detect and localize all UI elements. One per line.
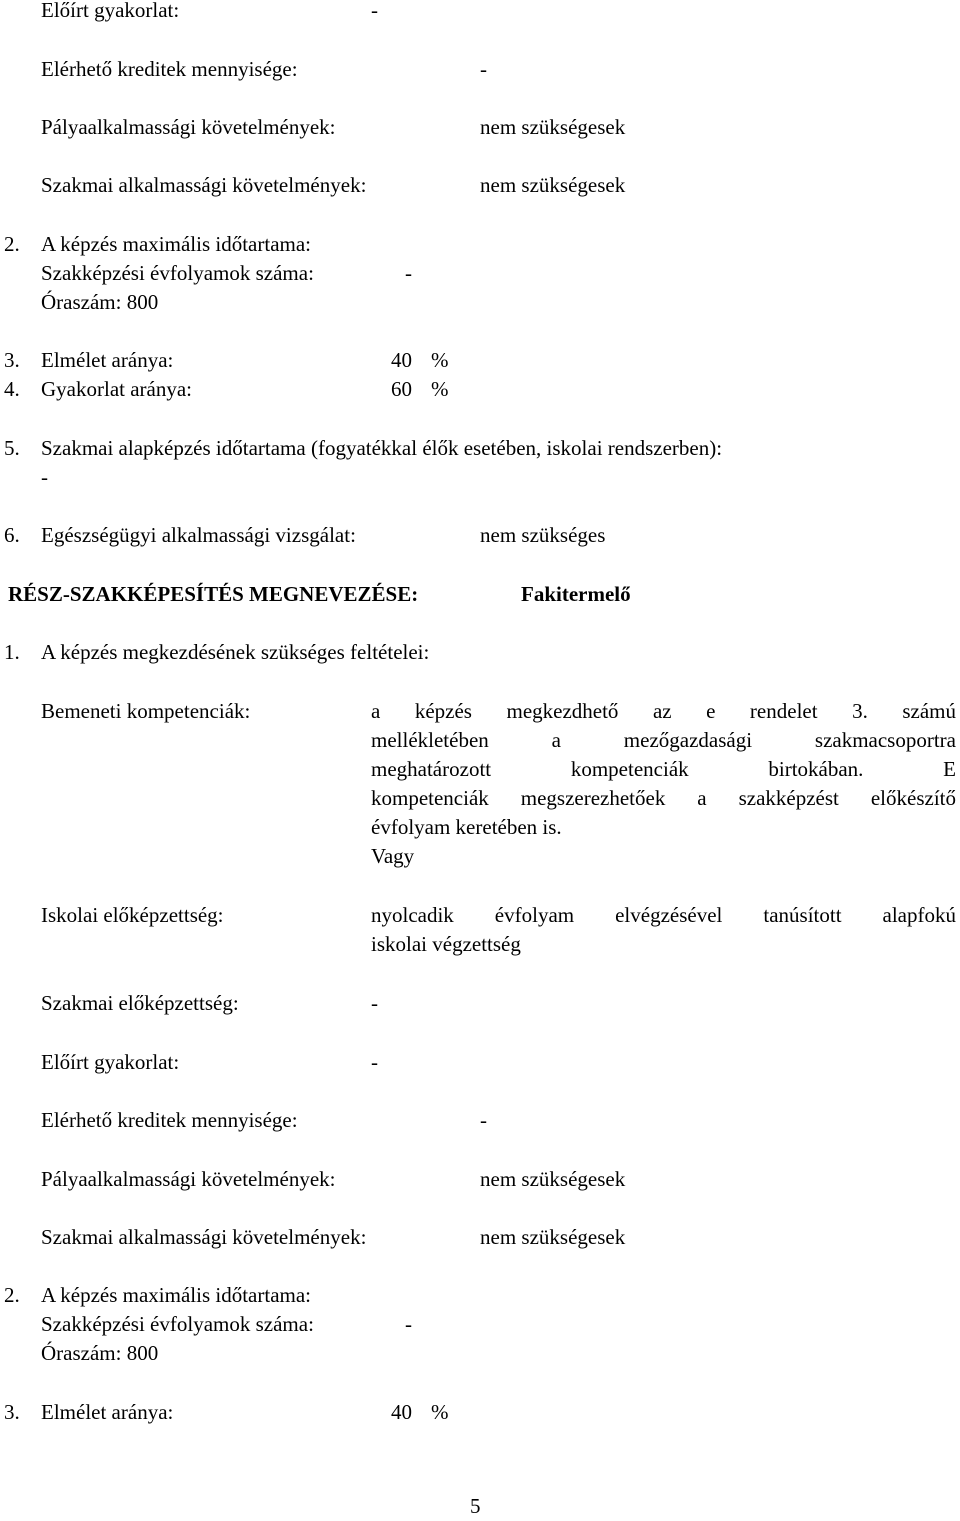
s4-number: 4. bbox=[4, 377, 20, 401]
szakmai-alk-value-2: nem szükségesek bbox=[480, 1225, 626, 1249]
s4-unit: % bbox=[431, 377, 449, 401]
b3-label: Elmélet aránya: bbox=[41, 1400, 174, 1424]
kreditek-label: Elérhető kreditek mennyisége: bbox=[41, 57, 298, 81]
kreditek-value: - bbox=[480, 57, 487, 81]
s6-value: nem szükséges bbox=[480, 523, 606, 547]
b2-label: A képzés maximális időtartama: bbox=[41, 1283, 312, 1307]
s5-value: - bbox=[41, 465, 48, 489]
s3-unit: % bbox=[431, 348, 449, 372]
bemeneti-text bbox=[371, 697, 956, 871]
palya-value-2: nem szükségesek bbox=[480, 1167, 626, 1191]
szakmai-alk-value: nem szükségesek bbox=[480, 173, 626, 197]
s6-label: Egészségügyi alkalmassági vizsgálat: bbox=[41, 523, 356, 547]
s2-evfolyam-value: - bbox=[405, 261, 412, 285]
iskolai-line: iskolai végzettség bbox=[371, 932, 521, 956]
szakmai-alk-label: Szakmai alkalmassági követelmények: bbox=[41, 173, 367, 197]
szakmai-alk-label-2: Szakmai alkalmassági követelmények: bbox=[41, 1225, 367, 1249]
eloirt-gyakorlat-label-2: Előírt gyakorlat: bbox=[41, 1050, 180, 1074]
b2-evfolyam-value: - bbox=[405, 1312, 412, 1336]
eloirt-gyakorlat-label: Előírt gyakorlat: bbox=[41, 0, 180, 22]
s4-value: 60 bbox=[391, 377, 412, 401]
b2-oraszam: Óraszám: 800 bbox=[41, 1341, 159, 1365]
kreditek-value-2: - bbox=[480, 1108, 487, 1132]
s3-value: 40 bbox=[391, 348, 412, 372]
bemeneti-line: Vagy bbox=[371, 844, 415, 868]
eloirt-gyakorlat-value: - bbox=[371, 0, 378, 22]
resz-szakkepesites-name: Fakitermelő bbox=[521, 582, 631, 606]
page-number: 5 bbox=[470, 1494, 481, 1518]
kreditek-label-2: Elérhető kreditek mennyisége: bbox=[41, 1108, 298, 1132]
iskolai-label: Iskolai előképzettség: bbox=[41, 903, 224, 927]
s2-oraszam: Óraszám: 800 bbox=[41, 290, 159, 314]
palya-label: Pályaalkalmassági követelmények: bbox=[41, 115, 336, 139]
palya-label-2: Pályaalkalmassági követelmények: bbox=[41, 1167, 336, 1191]
b3-unit: % bbox=[431, 1400, 449, 1424]
s2-label: A képzés maximális időtartama: bbox=[41, 232, 312, 256]
eloirt-gyakorlat-value-2: - bbox=[371, 1050, 378, 1074]
s2-evfolyam-label: Szakképzési évfolyamok száma: bbox=[41, 261, 314, 285]
bemeneti-line: kompetenciák megszerezhetőek a szakképzést előkészítő bbox=[371, 786, 956, 810]
iskolai-line: nyolcadik évfolyam elvégzésével tanúsított alapfokú bbox=[371, 903, 956, 927]
b2-evfolyam-label: Szakképzési évfolyamok száma: bbox=[41, 1312, 314, 1336]
s6-number: 6. bbox=[4, 523, 20, 547]
s2-number: 2. bbox=[4, 232, 20, 256]
iskolai-text bbox=[371, 901, 956, 959]
szakmai-elo-label: Szakmai előképzettség: bbox=[41, 991, 239, 1015]
b1-number: 1. bbox=[4, 640, 20, 664]
b3-number: 3. bbox=[4, 1400, 20, 1424]
b1-label: A képzés megkezdésének szükséges feltételei: bbox=[41, 640, 430, 664]
s4-label: Gyakorlat aránya: bbox=[41, 377, 193, 401]
bemeneti-line: mellékletében a mezőgazdasági szakmacsoportra bbox=[371, 728, 956, 752]
bemeneti-line: évfolyam keretében is. bbox=[371, 815, 562, 839]
bemeneti-line: meghatározott kompetenciák birtokában. E bbox=[371, 757, 956, 781]
bemeneti-line: a képzés megkezdhető az e rendelet 3. számú bbox=[371, 699, 956, 723]
s3-number: 3. bbox=[4, 348, 20, 372]
bemeneti-label: Bemeneti kompetenciák: bbox=[41, 699, 251, 723]
palya-value: nem szükségesek bbox=[480, 115, 626, 139]
b2-number: 2. bbox=[4, 1283, 20, 1307]
s3-label: Elmélet aránya: bbox=[41, 348, 174, 372]
b3-value: 40 bbox=[391, 1400, 412, 1424]
s5-label: Szakmai alapképzés időtartama (fogyatékkal élők esetében, iskolai rendszerben): bbox=[41, 436, 723, 460]
szakmai-elo-value: - bbox=[371, 991, 378, 1015]
s5-number: 5. bbox=[4, 436, 20, 460]
resz-szakkepesites-heading: RÉSZ-SZAKKÉPESÍTÉS MEGNEVEZÉSE: bbox=[8, 582, 419, 606]
